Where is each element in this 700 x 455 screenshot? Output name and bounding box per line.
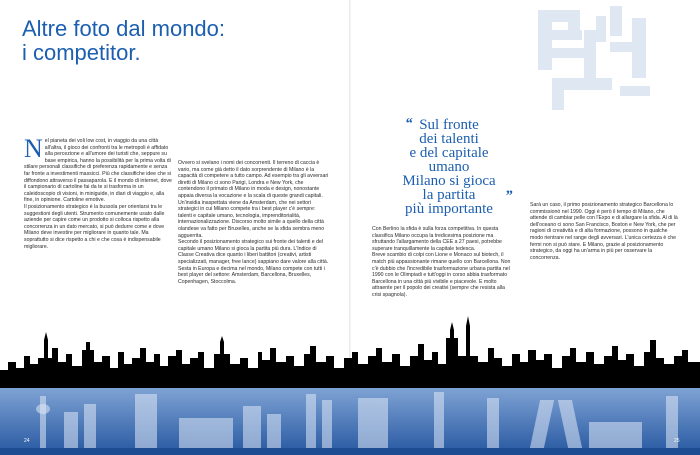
city-skyline-icon	[0, 312, 700, 392]
column-1-paragraph-2: Il posizionamento strategico è la bussola per orientarsi tra le suggestioni degli utenti. Strumento comunemente usato dalle aziende per capire come un prodotto si colloca rispetto alla concorrenza in un dato mercato, si può dedurre come e dove Milano deve investire per migliorare in quanto tale. Ma soprattutto si dice rispetto a chi e che cosa è indispensabile migliorare.	[24, 203, 165, 250]
photo-modern-building	[350, 388, 408, 448]
photo-towers	[292, 388, 350, 448]
pull-quote-line: Sul fronte	[419, 117, 479, 133]
text-column-1	[24, 134, 172, 250]
column-4-paragraph-1: Sarà un caso, il primo posizionamento strategico Barcellona lo commissionò nel 1990. Oggi è però il tempo di Milano, che attende di cambiar pelle con l'Expo e di allargare la sfida. Al di là dell'oceano ci sono San Francisco, Boston e New York, che per ragioni di creatività e di alta formazione, possono in qualche modo rientrare nel range degli avversari. L'unica certezza è che fermi non si può stare. E Milano, grazie al posizionamento strategico, da oggi ha un'arma in più per osservare la concorrenza.	[530, 202, 678, 261]
pull-quote-line: più importante	[405, 201, 493, 217]
drop-cap: N	[24, 134, 43, 163]
column-2-paragraph-2: Secondo il posizionamento strategico sui fronte dei talenti e del capitale umano Milano si gioca la partita più dura. L'Indice di Classe Creativa dice quanto i liberi battitori (creativi, artisti specializzati, manager, free lance) sappiano dare valore alla città. Sesta in Europa e decima nel mondo, Milano compete con tutti i best player del settore: Amsterdam, Barcellona, Bruxelles, Copenhagen, Stoccolma.	[178, 239, 329, 285]
decorative-glyph-icon	[512, 0, 662, 110]
photo-street	[233, 388, 291, 448]
photo-plaza	[175, 388, 233, 448]
photo-tower	[467, 388, 525, 448]
city-photo-strip	[0, 388, 700, 448]
column-1-paragraph-1: el pianeta dei voli low cost, in viaggio da una città all'altra, il gioco dei confronti tra le metropoli è affidato alla percezione e all'umore dei turisti che, seppure su base empirica, hanno la possibilità per la prima volta di stilare personali classifiche di preferenza rapidamente e senza far fronte a investimenti massicci. Più che classifiche idee che si diffondono attraverso il passaparola. E il mondo di internet, dove il campionario di cartoline fai da te si trasforma in un caleidoscopio di visioni, in miniguide, in diari di viaggio e, alla fine, in opinione. Cartoline emotive.	[24, 138, 172, 204]
pull-quote-line: Milano si gioca	[402, 173, 496, 189]
close-quote-mark: ”	[505, 188, 513, 204]
photo-cathedral	[117, 388, 175, 448]
page-number-right: 25	[674, 438, 680, 444]
photo-harbor	[583, 388, 641, 448]
page-title	[22, 17, 225, 65]
text-column-2	[178, 160, 330, 285]
column-3-paragraph-2: Breve scambio di colpi con Lione e Monaco sul biotech, il match più appassionante rimane quello con Barcellona. Non c'è dubbio che l'incredibile trasformazione urbana partita nel 1990 con le Olimpiadi e tutt'oggi in corso abbia trasformato Barcellona in una città più vivibile e piacevole. E molto attraente per il popolo dei creativi (sempre che resista alla crisi spagnola).	[372, 252, 511, 298]
column-3-paragraph-1: Con Berlino la sfida è sulla forza competitiva. In questa classifica Milano occupa la tredicesima posizione ma sfruttando l'allargamento della CEE a 27 paesi, potrebbe superare tranquillamente la capitale tedesca.	[372, 226, 502, 252]
pull-quote-line: umano	[428, 159, 470, 175]
title-line-2: i competitor.	[22, 40, 141, 65]
photo-leaning-towers	[525, 388, 583, 448]
pull-quote	[374, 118, 524, 216]
pull-quote-line: dei talenti	[419, 131, 479, 147]
photo-statue-of-liberty	[408, 388, 466, 448]
column-2-paragraph-1: Ovvero si svelano i nomi dei concorrenti. Il terreno di caccia è vario, ma come già detto il dato sorprendente di Milano è la capacità di competere a tutto campo. Ad esempio tra gli avversari diretti di Milano ci sono Parigi, Londra e New York, che contendono il primato di Milano in moda e design, nonostante appaia diversa la vocazione e la scala di queste grandi capitali. Un'insidia inaspettata viene da Amsterdam, che nei settori strategici in cui Milano compete tra i best player c'è sempre: talenti e capitale umano, tecnologia, imprenditorialità, internazionalizzazione. Discorso molto simile a quello della città olandese va fatto per Bruxelles, anche se la sfida sembra meno agguerrita.	[178, 160, 329, 239]
open-quote-mark: “	[405, 116, 413, 132]
text-column-3	[372, 226, 512, 299]
title-line-1: Altre foto dal mondo:	[22, 16, 226, 41]
page-number-left: 24	[24, 438, 30, 444]
pull-quote-line: e del capitale	[409, 145, 489, 161]
pull-quote-line: la partita	[422, 187, 476, 203]
photo-city-skyline	[58, 388, 116, 448]
bottom-bar	[0, 448, 700, 455]
photo-clock-tower	[642, 388, 700, 448]
text-column-4	[530, 202, 680, 261]
